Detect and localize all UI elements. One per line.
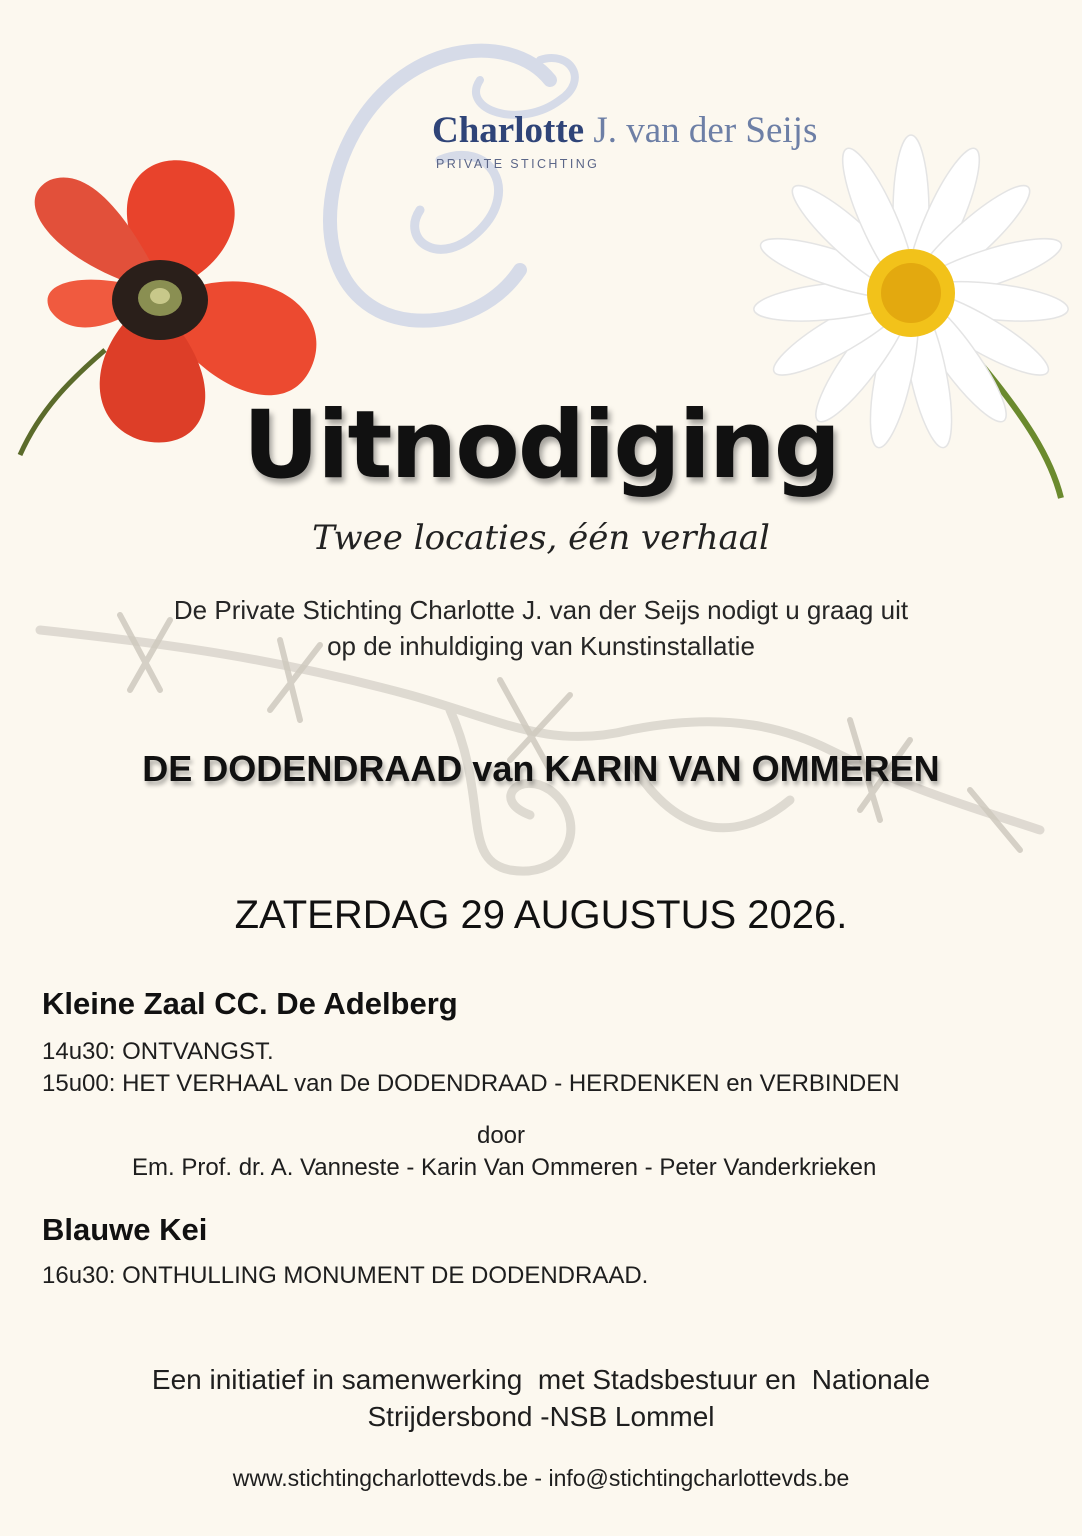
schedule-item: 16u30: ONTHULLING MONUMENT DE DODENDRAAD.: [42, 1262, 649, 1289]
speakers-list: Em. Prof. dr. A. Vanneste - Karin Van Ommeren - Peter Vanderkrieken: [132, 1154, 877, 1181]
venue-heading-blauwe-kei: Blauwe Kei: [42, 1212, 208, 1247]
page-title: Uitnodiging: [242, 391, 840, 500]
logo-tagline: PRIVATE STICHTING: [436, 157, 600, 171]
partnership-line-1: Een initiatief in samenwerking met Stadsbestuur en Nationale: [151, 1364, 931, 1395]
event-date: ZATERDAG 29 AUGUSTUS 2026.: [234, 893, 848, 937]
venue-heading-adelberg: Kleine Zaal CC. De Adelberg: [42, 986, 458, 1021]
speakers-label: door: [476, 1122, 526, 1149]
logo-name-first: Charlotte: [432, 110, 585, 151]
invitation-intro: [0, 592, 1082, 664]
artwork-title: DE DODENDRAAD van KARIN VAN OMMEREN: [142, 748, 940, 789]
contact-info: www.stichtingcharlottevds.be - info@stichtingcharlottevds.be: [232, 1465, 850, 1491]
intro-line-2: op de inhuldiging van Kunstinstallatie: [327, 631, 755, 661]
schedule-item: 14u30: ONTVANGST.: [42, 1038, 274, 1065]
logo-name-rest: J. van der Seijs: [584, 110, 818, 151]
partnership-line-2: Strijdersbond -NSB Lommel: [367, 1401, 715, 1432]
schedule-item: 15u00: HET VERHAAL van De DODENDRAAD - HERDENKEN en VERBINDEN: [42, 1070, 900, 1097]
intro-line-1: De Private Stichting Charlotte J. van der Seijs nodigt u graag uit: [173, 595, 909, 625]
page-subtitle: Twee locaties, één verhaal: [312, 518, 770, 558]
partnership-note: [0, 1361, 1082, 1435]
